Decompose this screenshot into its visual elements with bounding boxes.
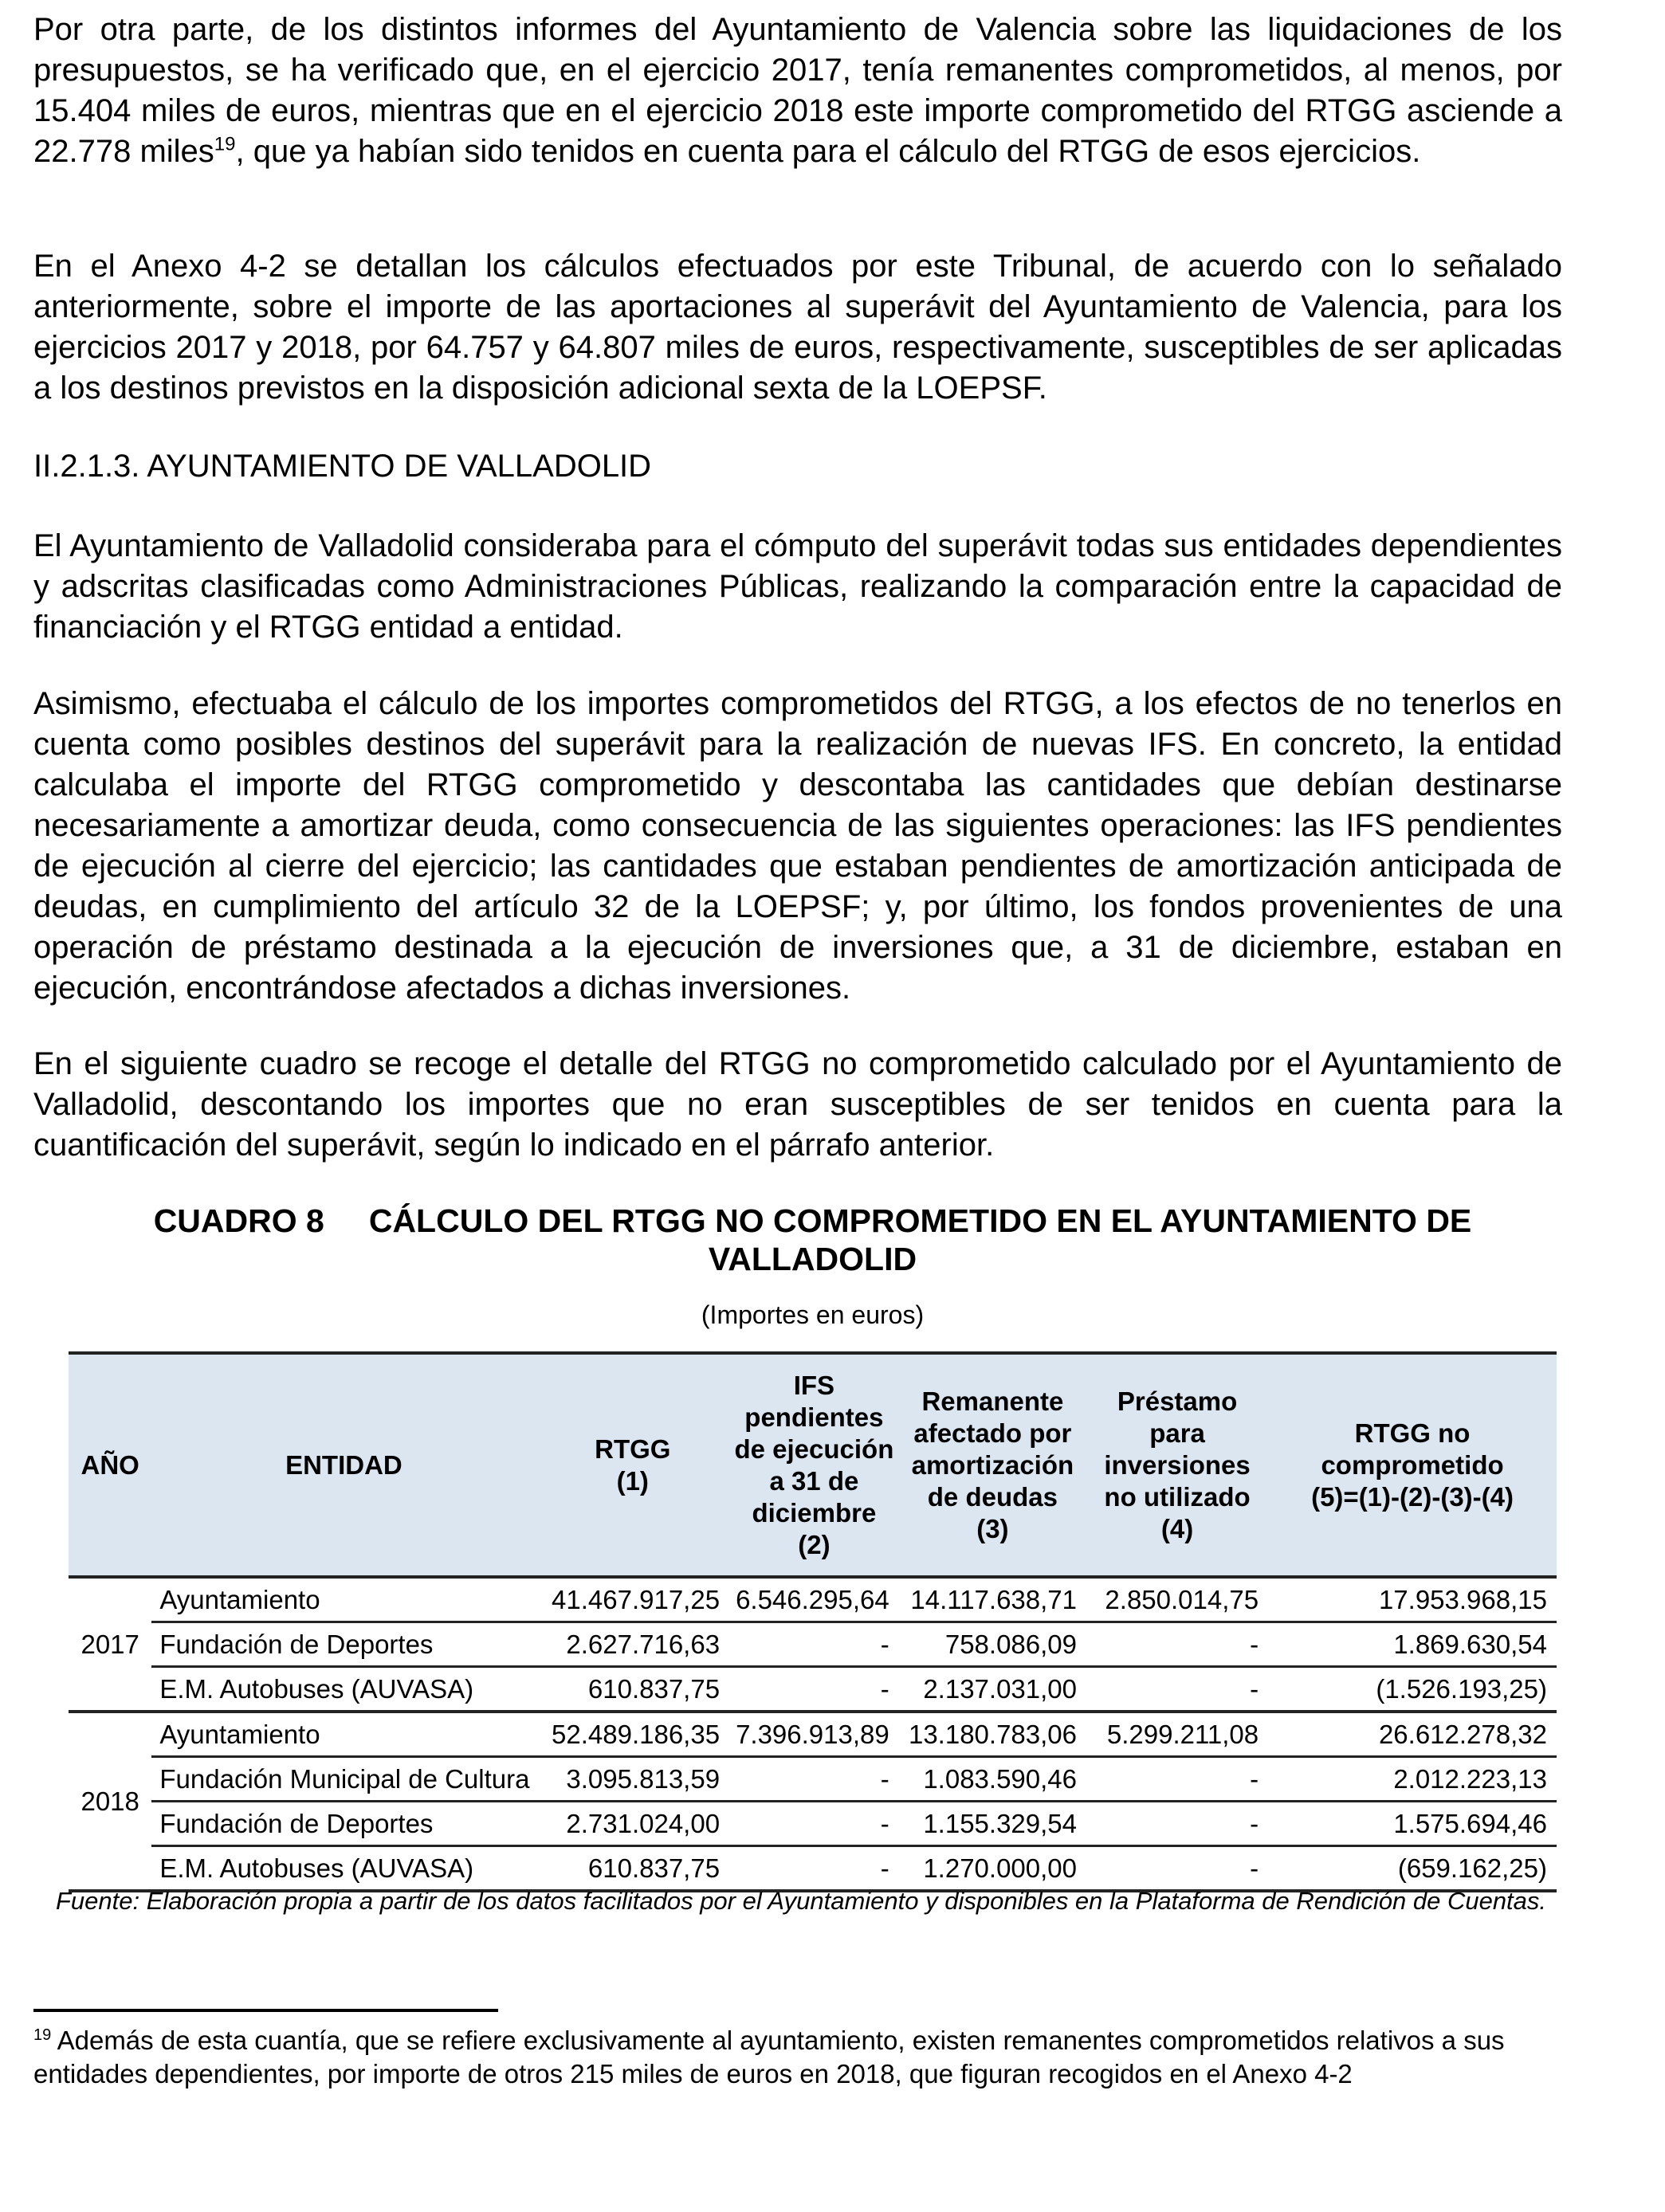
col-remanente-afectado-header	[899, 1353, 1086, 1577]
col-prestamo-header	[1086, 1353, 1268, 1577]
header-line: Préstamo	[1117, 1386, 1238, 1416]
prestamo-cell: 2.850.014,75	[1086, 1577, 1268, 1622]
footnote-text: Además de esta cuantía, que se refiere exclusivamente al ayuntamiento, existen remanentes comprometidos relativos a sus entidades dependientes, por importe de otros 215 miles de euros en 2018, que figuran recogidos en el Anexo 4-2	[33, 2026, 1505, 2088]
col-rtgg-header	[536, 1353, 729, 1577]
table-header-row	[69, 1353, 1557, 1577]
table-title-line1: CÁLCULO DEL RTGG NO COMPROMETIDO EN EL AYUNTAMIENTO DE	[368, 1202, 1472, 1239]
section-heading: II.2.1.3. AYUNTAMIENTO DE VALLADOLID	[33, 449, 652, 484]
header-line: (2)	[798, 1529, 831, 1559]
paragraph-table-intro: En el siguiente cuadro se recoge el detalle del RTGG no comprometido calculado por el Ayuntamiento de Valladolid, descontando los importes que no eran susceptibles de ser tenidos en cuenta para la cuantificación del superávit, según lo indicado en el párrafo anterior.	[33, 1046, 1562, 1163]
prestamo-cell: -	[1086, 1667, 1268, 1712]
remanente-cell: 1.270.000,00	[899, 1846, 1086, 1892]
rtgg-table	[69, 1351, 1557, 1892]
header-line: AÑO	[81, 1449, 139, 1480]
table-row	[69, 1757, 1557, 1802]
rtgg-cell: 610.837,75	[536, 1667, 729, 1712]
rtgg-cell: 52.489.186,35	[536, 1712, 729, 1757]
entity-cell: Fundación de Deportes	[151, 1622, 536, 1667]
no-comprometido-cell: (659.162,25)	[1268, 1846, 1557, 1892]
header-line: IFS	[793, 1370, 835, 1400]
rtgg-cell: 2.627.716,63	[536, 1622, 729, 1667]
col-ifs-pendientes-header	[729, 1353, 899, 1577]
header-line: (4)	[1160, 1513, 1194, 1543]
entity-cell: Ayuntamiento	[151, 1577, 536, 1622]
table-title	[69, 1202, 1557, 1278]
header-line: para	[1149, 1418, 1205, 1448]
table-row	[69, 1622, 1557, 1667]
footnote-number: 19	[33, 2026, 52, 2044]
remanente-cell: 1.083.590,46	[899, 1757, 1086, 1802]
header-line: de deudas	[927, 1481, 1058, 1512]
ifs-cell: -	[729, 1757, 899, 1802]
ifs-cell: -	[729, 1846, 899, 1892]
col-year-header	[69, 1353, 151, 1577]
header-line: (3)	[976, 1513, 1009, 1543]
ifs-cell: 6.546.295,64	[729, 1577, 899, 1622]
paragraph-text: Por otra parte, de los distintos informes del Ayuntamiento de Valencia sobre las liquidaciones de los presupuestos, se ha verificado que, en el ejercicio 2017, tenía remanentes comprometidos, al menos, por 15.404 miles de euros, mientras que en el ejercicio 2018 este importe comprometido del RTGG asciende a 22.778 miles	[33, 12, 1562, 169]
no-comprometido-cell: 26.612.278,32	[1268, 1712, 1557, 1757]
paragraph-valladolid-calculation: Asimismo, efectuaba el cálculo de los importes comprometidos del RTGG, a los efectos de no tenerlos en cuenta como posibles destinos del superávit para la realización de nuevas IFS. En concreto, la entidad calculaba el importe del RTGG comprometido y descontaba las cantidades que debían destinarse necesariamente a amortizar deuda, como consecuencia de las siguientes operaciones: las IFS pendientes de ejecución al cierre del ejercicio; las cantidades que estaban pendientes de amortización anticipada de deudas, en cumplimiento del artículo 32 de la LOEPSF; y, por último, los fondos provenientes de una operación de préstamo destinada a la ejecución de inversiones que, a 31 de diciembre, estaban en ejecución, encontrándose afectados a dichas inversiones.	[33, 686, 1562, 1006]
header-line: amortización	[911, 1449, 1074, 1480]
remanente-cell: 14.117.638,71	[899, 1577, 1086, 1622]
header-line: (5)=(1)-(2)-(3)-(4)	[1311, 1481, 1514, 1512]
ifs-cell: -	[729, 1802, 899, 1846]
entity-cell: E.M. Autobuses (AUVASA)	[151, 1667, 536, 1712]
rtgg-cell: 3.095.813,59	[536, 1757, 729, 1802]
no-comprometido-cell: (1.526.193,25)	[1268, 1667, 1557, 1712]
table-row	[69, 1802, 1557, 1846]
no-comprometido-cell: 1.575.694,46	[1268, 1802, 1557, 1846]
col-entity-header	[151, 1353, 536, 1577]
col-rtgg-no-comprometido-header	[1268, 1353, 1557, 1577]
paragraph-text: , que ya habían sido tenidos en cuenta para el cálculo del RTGG de esos ejercicios.	[235, 134, 1421, 169]
header-line: comprometido	[1321, 1449, 1504, 1480]
prestamo-cell: -	[1086, 1846, 1268, 1892]
footnote-separator	[33, 2009, 498, 2012]
ifs-cell: 7.396.913,89	[729, 1712, 899, 1757]
table-row	[69, 1712, 1557, 1757]
header-line: inversiones	[1104, 1449, 1251, 1480]
table-title-line2: VALLADOLID	[708, 1241, 917, 1277]
header-line: RTGG no	[1354, 1418, 1471, 1448]
rtgg-cell: 610.837,75	[536, 1846, 729, 1892]
table-row	[69, 1577, 1557, 1622]
paragraph-anexo-4-2: En el Anexo 4-2 se detallan los cálculos efectuados por este Tribunal, de acuerdo con lo señalado anteriormente, sobre el importe de las aportaciones al superávit del Ayuntamiento de Valencia, para los ejercicios 2017 y 2018, por 64.757 y 64.807 miles de euros, respectivamente, susceptibles de ser aplicadas a los destinos previstos en la disposición adicional sexta de la LOEPSF.	[33, 249, 1562, 406]
entity-cell: Ayuntamiento	[151, 1712, 536, 1757]
paragraph-valencia-remanentes	[33, 10, 1562, 172]
table-number: CUADRO 8	[153, 1202, 324, 1239]
footnote-19	[33, 2024, 1562, 2091]
entity-cell: Fundación Municipal de Cultura	[151, 1757, 536, 1802]
no-comprometido-cell: 1.869.630,54	[1268, 1622, 1557, 1667]
prestamo-cell: 5.299.211,08	[1086, 1712, 1268, 1757]
header-line: afectado por	[913, 1418, 1072, 1448]
no-comprometido-cell: 17.953.968,15	[1268, 1577, 1557, 1622]
table-body	[69, 1577, 1557, 1891]
entity-cell: Fundación de Deportes	[151, 1802, 536, 1846]
header-line: diciembre	[752, 1497, 877, 1528]
header-line: pendientes	[744, 1402, 884, 1432]
entity-cell: E.M. Autobuses (AUVASA)	[151, 1846, 536, 1892]
paragraph-valladolid-entities: El Ayuntamiento de Valladolid consideraba para el cómputo del superávit todas sus entidades dependientes y adscritas clasificadas como Administraciones Públicas, realizando la comparación entre la capacidad de financiación y el RTGG entidad a entidad.	[33, 528, 1562, 645]
header-line: (1)	[616, 1465, 649, 1496]
header-line: a 31 de	[769, 1465, 859, 1496]
prestamo-cell: -	[1086, 1802, 1268, 1846]
header-line: RTGG	[595, 1433, 671, 1464]
remanente-cell: 2.137.031,00	[899, 1667, 1086, 1712]
table-row	[69, 1667, 1557, 1712]
remanente-cell: 13.180.783,06	[899, 1712, 1086, 1757]
remanente-cell: 1.155.329,54	[899, 1802, 1086, 1846]
header-line: no utilizado	[1104, 1481, 1251, 1512]
no-comprometido-cell: 2.012.223,13	[1268, 1757, 1557, 1802]
remanente-cell: 758.086,09	[899, 1622, 1086, 1667]
prestamo-cell: -	[1086, 1622, 1268, 1667]
year-cell: 2017	[69, 1577, 151, 1712]
ifs-cell: -	[729, 1667, 899, 1712]
footnote-reference[interactable]: 19	[214, 133, 236, 155]
prestamo-cell: -	[1086, 1757, 1268, 1802]
header-line: de ejecución	[734, 1433, 894, 1464]
header-line: Remanente	[921, 1386, 1064, 1416]
year-cell: 2018	[69, 1712, 151, 1891]
rtgg-cell: 2.731.024,00	[536, 1802, 729, 1846]
table-source: Fuente: Elaboración propia a partir de los datos facilitados por el Ayuntamiento y disponibles en la Plataforma de Rendición de Cuentas.	[56, 1887, 1547, 1915]
table-units: (Importes en euros)	[701, 1300, 925, 1329]
rtgg-cell: 41.467.917,25	[536, 1577, 729, 1622]
table-row	[69, 1846, 1557, 1892]
header-line: ENTIDAD	[285, 1449, 403, 1480]
ifs-cell: -	[729, 1622, 899, 1667]
